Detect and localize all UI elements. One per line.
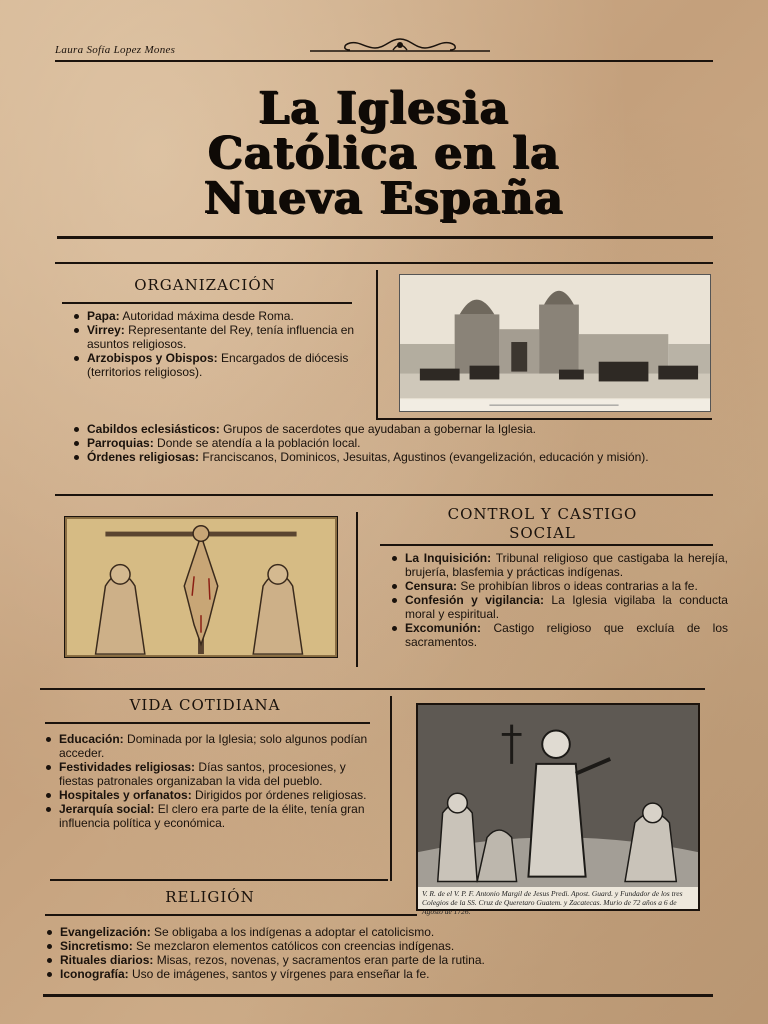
section-heading-vida: VIDA COTIDIANA (129, 696, 281, 714)
divider (55, 494, 713, 496)
list-item: Evangelización: Se obligaba a los indígenas a adoptar el catolicismo. (38, 925, 728, 939)
list-item: Rituales diarios: Misas, rezos, novenas, y sacramentos eran parte de la rutina. (38, 953, 728, 967)
divider (380, 544, 713, 546)
list-item: Iconografía: Uso de imágenes, santos y vírgenes para enseñar la fe. (38, 967, 728, 981)
organizacion-list (65, 309, 355, 379)
bottom-rule (43, 994, 713, 997)
list-item: Festividades religiosas: Días santos, procesiones, y fiestas patronales organizaban la vida del pueblo. (37, 760, 377, 788)
divider (45, 722, 370, 724)
crucifixion-woodcut-image (64, 516, 338, 658)
section-heading-organizacion: ORGANIZACIÓN (134, 276, 276, 294)
divider (55, 262, 713, 264)
list-item: La Inquisición: Tribunal religioso que castigaba la herejía, brujería, blasfemia y prácticas indígenas. (383, 551, 728, 579)
religion-list (38, 925, 728, 981)
list-item: Excomunión: Castigo religioso que excluía de los sacramentos. (383, 621, 728, 649)
list-item: Confesión y vigilancia: La Iglesia vigilaba la conducta moral y espiritual. (383, 593, 728, 621)
divider (45, 914, 417, 916)
control-list (383, 551, 728, 649)
section-heading-religion: RELIGIÓN (165, 888, 255, 906)
divider (376, 418, 712, 420)
divider (50, 879, 388, 881)
list-item: Parroquias: Donde se atendía a la población local. (65, 436, 715, 450)
organizacion-list-wide (65, 422, 715, 464)
list-item: Órdenes religiosas: Franciscanos, Dominicos, Jesuitas, Agustinos (evangelización, educación y misión). (65, 450, 715, 464)
list-item: Hospitales y orfanatos: Dirigidos por órdenes religiosas. (37, 788, 377, 802)
list-item: Jerarquía social: El clero era parte de la élite, tenía gran influencia política y económica. (37, 802, 377, 830)
friar-engraving-image (416, 703, 700, 916)
list-item: Censura: Se prohibían libros o ideas contrarias a la fe. (383, 579, 728, 593)
author-name: Laura Sofía Lopez Mones (55, 44, 176, 56)
page-title: La Iglesia Católica en la Nueva España (204, 83, 564, 224)
list-item: Sincretismo: Se mezclaron elementos católicos con creencias indígenas. (38, 939, 728, 953)
top-rule (55, 60, 713, 62)
list-item: Papa: Autoridad máxima desde Roma. (65, 309, 355, 323)
cathedral-engraving-image (399, 274, 711, 412)
list-item: Cabildos eclesiásticos: Grupos de sacerdotes que ayudaban a gobernar la Iglesia. (65, 422, 715, 436)
title-rule (57, 236, 713, 239)
list-item: Virrey: Representante del Rey, tenía influencia en asuntos religiosos. (65, 323, 355, 351)
vertical-divider (376, 270, 378, 420)
flourish-ornament (305, 36, 495, 58)
list-item: Educación: Dominada por la Iglesia; solo algunos podían acceder. (37, 732, 377, 760)
engraving-caption: V. R. de el V. P. F. Antonio Margil de Jesus Predi. Apost. Guard. y Fundador de los tres Colegios de la SS. Cruz de Queretaro Guatem. y Zacatecas. Murio de 72 años a 6 de Agosto de 1726. (418, 887, 698, 909)
vida-list (37, 732, 377, 830)
divider (40, 688, 705, 690)
divider (62, 302, 352, 304)
vertical-divider (356, 512, 358, 667)
list-item: Arzobispos y Obispos: Encargados de diócesis (territorios religiosos). (65, 351, 355, 379)
vertical-divider (390, 696, 392, 881)
section-heading-control: CONTROL Y CASTIGO SOCIAL (447, 505, 638, 542)
